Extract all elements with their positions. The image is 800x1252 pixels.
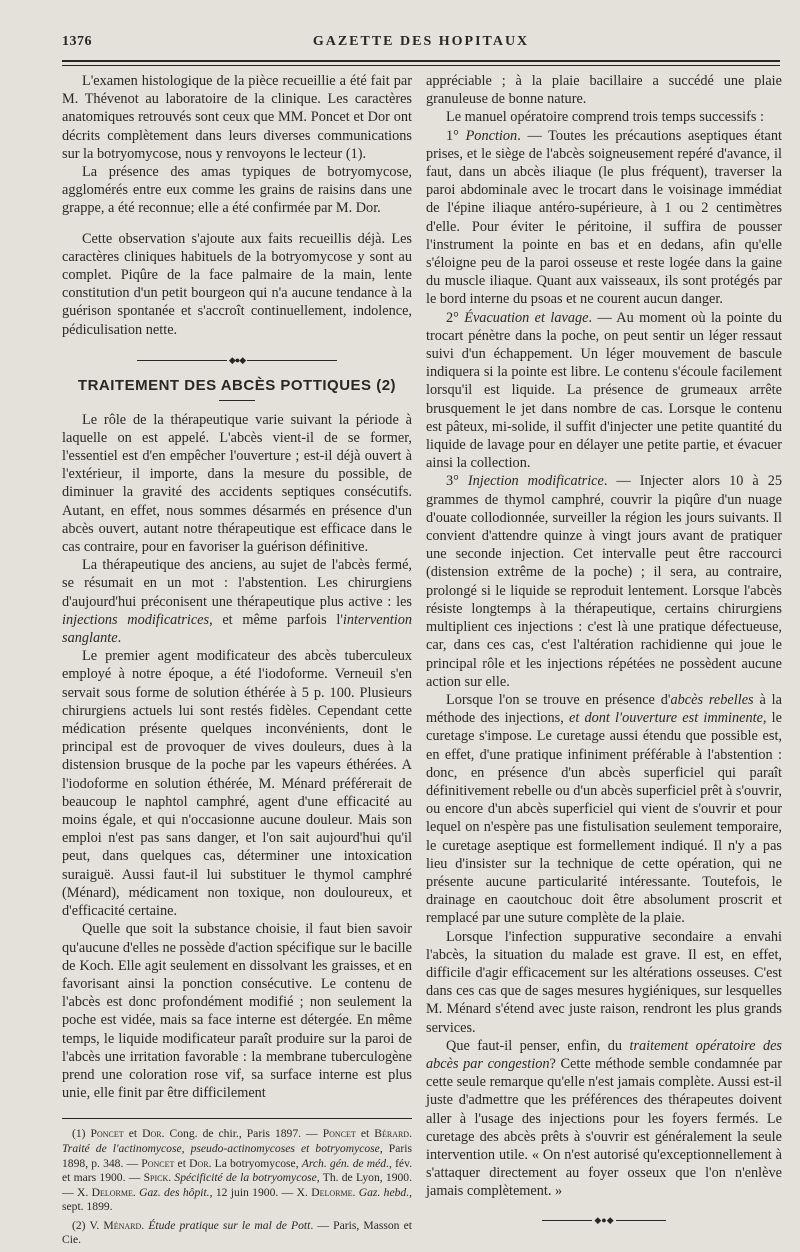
paragraph: 1° Ponction. — Toutes les précautions aseptiques étant prises, et le siège de l'abcès soigneusement repéré d'avance, il faut, dans un abcès iliaque (le plus fréquent), traverser la paroi abdominale avec le trocart dans le voisinage immédiat de l'épine iliaque antéro-supérieure, à 1 ou 2 centimètres d'elle. Pour éviter le péritoine, il suffira de pousser l'instrument la pointe en bas et en dedans, afin qu'elle s'éloigne peu de la paroi osseuse et reste logée dans la gaine du muscle iliaque. Quant aux vaisseaux, ils sont protégés par le bord interne du psoas et ne courent aucun danger. xyxy=(426,127,782,308)
paragraph: Que faut-il penser, enfin, du traitement opératoire des abcès par congestion? Cette méthode semble condamnée par cette seule remarque qu'elle n'est jamais complète. Aussi est-il juste d'admettre que les préférences des thérapeutes doivent aller à l'usage des injections pour les foyers fermés. Le curetage des abcès prêts à s'ouvrir est généralement la seule intervention utile. « On n'est autorisé qu'exceptionnellement à s'attaquer directement au foyer osseux que l'on n'enlève jamais complètement. » xyxy=(426,1037,782,1200)
page-header xyxy=(62,34,780,56)
title-underline xyxy=(219,400,255,401)
section-separator: ◆●◆ xyxy=(62,351,412,370)
paragraph: La présence des amas typiques de botryomycose, agglomérés entre eux comme les grains de raisins dans une grappe, a été reconnue; elle a été confirmée par M. Dor. xyxy=(62,164,412,217)
footnote-1: (1) Poncet et Dor. Cong. de chir., Paris 1897. — Poncet et Bérard. Traité de l'actinomycose, pseudo-actinomycoses et botryomycose, Paris 1898, p. 348. — Poncet et Dor. La botryomycose, Arch. gén. de méd., fév. et mars 1900. — Spick. Spécificité de la botryomycose, Th. de Lyon, 1900. — X. Delorme. Gaz. des hôpit., 12 juin 1900. — X. Delorme. Gaz. hebd., sept. 1899. xyxy=(62,1127,413,1214)
paragraph: 3° Injection modificatrice. — Injecter alors 10 à 25 grammes de thymol camphré, couvrir la piqûre d'un nuage d'ouate collodionnée, surveiller la région les jours suivants. Il convient d'attendre quinze à vingt jours avant de pratiquer une seconde injection. Cet intervalle peut être raccourci (distension extrême de la poche) ; il sera, au contraire, prolongé si le liquide se reproduit lentement. Lorsque l'abcès résiste longtemps à la thérapeutique, certains chirurgiens multiplient ces injections : c'est là une pratique défectueuse, car, dans ces cas, c'est l'altération rachidienne qui joue le principal rôle et les injections répétées ne possèdent aucune action sur elle. xyxy=(426,473,782,690)
paragraph: Le manuel opératoire comprend trois temps successifs : xyxy=(446,109,765,126)
paragraph: appréciable ; à la plaie bacillaire a succédé une plaie granuleuse de bonne nature. xyxy=(426,73,782,108)
paragraph: 2° Évacuation et lavage. — Au moment où la pointe du trocart pénètre dans la poche, on peut sentir un léger ressaut suivi d'un échappement. Un léger mouvement de bascule indiquera si la pointe est libre. Le contenu s'écoule facilement lorsqu'il est liquide. La présence de grumeaux arrête brusquement le jet dans nombre de cas. Lorsque le contenu est pâteux, mi-solide, il suffit d'injecter une petite quantité du liquide de lavage pour en délayer une petite partie, et évacuer ainsi la collection. xyxy=(426,309,782,472)
footnote-2: (2) V. Ménard. Étude pratique sur le mal de Pott. — Paris, Masson et Cie. xyxy=(62,1218,412,1247)
section-title: TRAITEMENT DES ABCÈS POTTIQUES (2) xyxy=(77,377,397,395)
journal-title: GAZETTE DES HOPITAUX xyxy=(312,34,530,49)
left-column xyxy=(62,72,412,1252)
right-column xyxy=(426,72,782,1229)
paragraph: Lorsque l'on se trouve en présence d'abcès rebelles à la méthode des injections, et dont l'ouverture est imminente, le curetage s'impose. Le curetage aussi étendu que possible est, en effet, d'une pratique infiniment préférable à l'abstention : donc, en présence d'un abcès superficiel qui paraît définitivement rebelle ou d'un abcès superficiel prêt à s'ouvrir, ou encore d'un abcès superficiel qui vient de s'ouvrir et pour lequel on n'espère pas une fistulisation seulement temporaire, le curetage aseptique est formellement indiqué. Il n'y a pas lieu d'insister sur la technique de cette opération, qui ne présente aucune particularité intéressante. Toutefois, le drainage en caoutchouc doit être absolument proscrit et remplacé par une suture complète de la plaie. xyxy=(426,691,782,927)
paragraph: La thérapeutique des anciens, au sujet de l'abcès fermé, se résumait en un mot : l'abstention. Les chirurgiens d'aujourd'hui préconisent une thérapeutique plus active : les injections modificatrices, et même parfois l'intervention sanglante. xyxy=(62,557,412,647)
paragraph: Le premier agent modificateur des abcès tuberculeux employé à notre époque, a été l'iodoforme. Verneuil s'en servait sous forme de solution éthérée à 5 p. 100. Plusieurs chirurgiens actuels lui sont restés fidèles. Cependant cette médication présente quelques inconvénients, dont le principal est de provoquer de vives douleurs, dues à la distension brusque de la poche par les vapeurs éthérées. A l'iodoforme en solution éthérée, M. Ménard préférerait de beaucoup le naphtol camphré, agent d'une efficacité au moins égale, et qui n'occasionne aucune douleur. Mais son emploi n'est pas sans danger, et l'on sait aujourd'hui qu'il peut, dans quelques cas, déterminer une intoxication suraiguë. Aussi faut-il lui substituer le thymol camphré (Ménard), médicament non toxique, non douloureux, et d'efficacité certaine. xyxy=(62,648,412,920)
end-ornament: ◆●◆ xyxy=(426,1211,782,1230)
paragraph: Lorsque l'infection suppurative secondaire a envahi l'abcès, la situation du malade est grave. Il est, en effet, difficile d'agir efficacement sur les altérations osseuses. C'est dans ces cas que de sages mesures hygiéniques, sur lesquelles M. Ménard s'étend avec juste raison, rendront les plus grands services. xyxy=(426,928,782,1036)
header-rule-thin xyxy=(62,65,780,66)
header-rule-thick xyxy=(62,60,780,62)
footnotes xyxy=(62,1127,412,1248)
footnote-rule xyxy=(62,1118,412,1119)
paragraph: Le rôle de la thérapeutique varie suivant la période à laquelle on est appelé. L'abcès vient-il de se former, l'essentiel est d'en empêcher l'ouverture ; est-il déjà ouvert à l'extérieur, il importe, dans la mesure du possible, de diminuer la gravité des accidents septiques consécutifs. Autant, en effet, nous sommes désarmés en présence d'un abcès ouvert, autant notre thérapeutique est efficace dans le cas contraire, pour en favoriser la guérison définitive. xyxy=(62,411,412,556)
paragraph: Cette observation s'ajoute aux faits recueillis déjà. Les caractères cliniques habituels de la botryomycose y sont au complet. Piqûre de la face palmaire de la main, lente constitution d'un petit bourgeon qui n'a aucune tendance à la guérison spontanée et s'accroît continuellement, indolence, pédiculisation nette. xyxy=(62,230,412,338)
page-number: 1376 xyxy=(62,34,92,49)
paragraph: Quelle que soit la substance choisie, il faut bien savoir qu'aucune d'elles ne possède d'action spécifique sur le bacille de Koch. Elle agit seulement en dissolvant les graisses, et en favorisant ainsi la ponction consécutive. Le contenu de l'abcès est donc profondément modifié ; non seulement la poche est vidée, mais sa face interne est détergée. En même temps, le liquide modificateur paraît produire sur la paroi de l'abcès une irritation favorable : la membrane tuberculogène prend une coloration rose vif, sa surface interne est plus unie, elle finit par être difficilement xyxy=(62,921,412,1102)
paragraph: L'examen histologique de la pièce recueillie a été fait par M. Thévenot au laboratoire de la clinique. Les caractères anatomiques retrouvés sont ceux que MM. Poncet et Dor ont décrits complètement dans leurs diverses communications sur la botryomycose, nous y renvoyons le lecteur (1). xyxy=(62,73,412,162)
